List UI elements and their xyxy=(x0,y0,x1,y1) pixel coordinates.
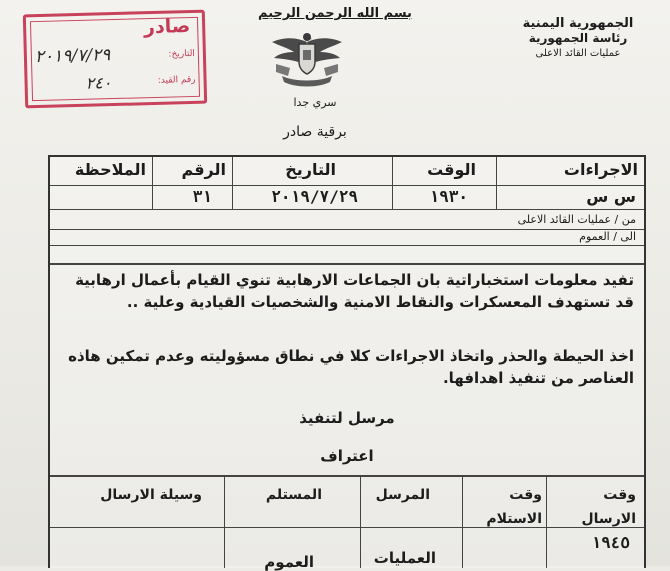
basmala-heading: بسم الله الرحمن الرحيم xyxy=(258,6,412,21)
header-send-method: وسيلة الارسال xyxy=(100,487,202,503)
classification-label: سري جدا xyxy=(293,96,337,109)
value-receiver: العموم xyxy=(264,553,314,571)
value-sender: العمليات xyxy=(373,549,436,567)
presidency-name: رئاسة الجمهورية xyxy=(528,31,628,45)
acknowledge-label: اعتراف xyxy=(320,447,374,465)
stamp-ref-value: ٢٤٠ xyxy=(85,73,112,93)
stamp-date-label: التاريخ: xyxy=(168,48,196,60)
message-paragraph-2: اخذ الحيطة والحذر واتخاذ الاجراءات كلا في نطاق مسؤوليته وعدم تمكين هاذه العناصر من تنفيذ اهدافها. xyxy=(68,347,634,387)
value-date: ٢٠١٩/٧/٢٩ xyxy=(271,187,358,206)
header-date: التاريخ xyxy=(285,160,336,179)
value-procedures: س س xyxy=(586,187,636,206)
stamp-date-value: ٢٠١٩/٧/٢٩ xyxy=(34,45,111,68)
header-number: الرقم xyxy=(181,160,226,179)
header-send-time: وقت الارسال xyxy=(581,487,636,527)
value-send-time: ١٩٤٥ xyxy=(591,533,630,552)
yemen-eagle-emblem-icon xyxy=(268,28,346,90)
document-title: برقية صادر xyxy=(283,124,347,140)
header-procedures: الاجراءات xyxy=(563,160,638,179)
telegram-form xyxy=(48,155,646,571)
header-notes: الملاحظة xyxy=(74,160,146,179)
outgoing-stamp xyxy=(23,10,207,109)
issuer-block xyxy=(498,16,658,61)
stamp-title: صادر xyxy=(143,15,191,39)
country-name: الجمهورية اليمنية xyxy=(522,16,634,31)
sent-for-label: مرسل لتنفيذ xyxy=(299,409,395,427)
from-line: من / عمليات القائد الاعلى xyxy=(517,213,636,226)
header-sender: المرسل xyxy=(375,487,430,503)
message-paragraph-1: تفيد معلومات استخباراتية بان الجماعات الارهابية تنوي القيام بأعمال ارهابية قد تستهدف المعسكرات والنقاط الامنية والشخصيات القيادية وعلية .. xyxy=(75,271,634,311)
department-name: عمليات القائد الاعلى xyxy=(535,48,621,59)
stamp-ref-label: رقم القيد: xyxy=(157,74,196,86)
header-receive-time: وقت الاستلام xyxy=(486,487,542,527)
header-time: الوقت xyxy=(427,160,476,179)
value-time: ١٩٣٠ xyxy=(429,187,468,206)
to-line: الى / العموم xyxy=(579,230,636,243)
value-number: ٣١ xyxy=(192,187,212,206)
header-receiver: المستلم xyxy=(265,487,322,503)
